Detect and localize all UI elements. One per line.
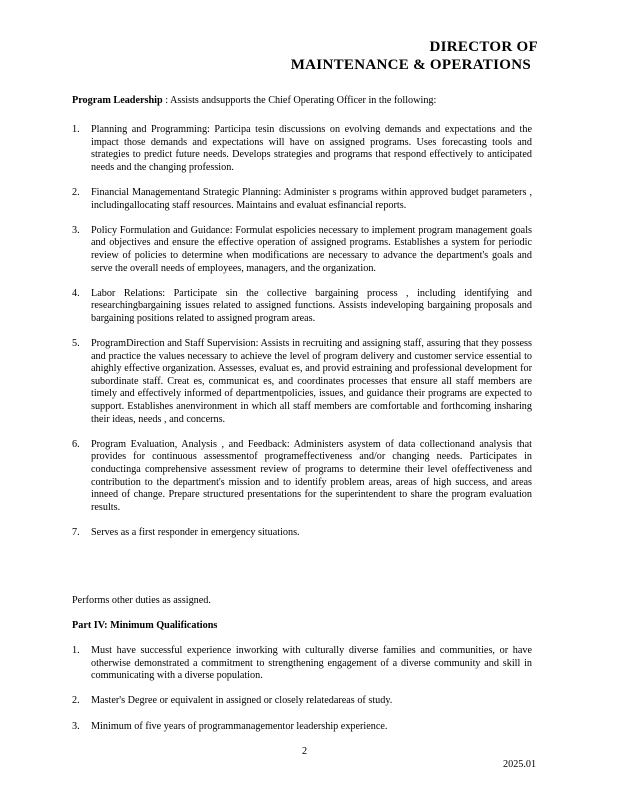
list-item [72,124,532,174]
intro-text: : Assists andsupports the Chief Operating Officer in the following: [162,95,437,106]
list-item [72,439,532,515]
item-text: Serves as a first responder in emergency situations. [91,527,300,538]
item-number: 1. [72,645,80,656]
revision-code: 2025.01 [503,759,537,770]
list-item [72,338,532,426]
list-item [72,645,532,683]
intro-label: Program Leadership [72,95,163,106]
item-text: Master's Degree or equivalent in assigned or closely relatedareas of study. [91,695,393,707]
list-item [72,225,532,275]
item-number: 2. [72,186,80,198]
item-text: Must have successful experience inworking with culturally diverse families and communities, or have otherwise demonstrated a commitment to strengthening engagement of a diverse community and skill in communicating with a diverse population. [91,645,532,682]
intro-paragraph [72,95,532,108]
item-text: ProgramDirection and Staff Supervision: Assists in recruiting and assigning staff, assuring that they possess and practice the values necessary to achieve the level of program delivery and customer service essential to ahighly effective organization. Assesses, evaluat es, and provid estraining and professional development for subordinate staff. Creat es, communicat es, and coordinates processes that ensure all staff members are timely and effectively informed of departmentpolicies, issues, and guidance their programs are expected to support. Establishes anenvironment in which all staff members are comfortable and forthcoming insharing their ideas, needs , and concerns. [91,338,532,425]
responsibilities-list [72,124,532,552]
list-item [72,187,532,212]
item-number: 6. [72,438,80,450]
item-text: Labor Relations: Participate sin the collective bargaining process , including identifying and researchingbargaining issues related to assigned functions. Assists indeveloping bargaining proposals and bargaining positions related to assigned program areas. [91,287,532,324]
item-number: 3. [72,720,80,732]
item-text: Policy Formulation and Guidance: Formulat espolicies necessary to implement program management goals and objectives and ensure the effective operation of assigned programs. Establishes a system for periodic review of policies to determine when modifications are necessary to advance the department's goals and serve the overall needs of employees, managers, and the organization. [91,224,532,274]
item-number: 2. [72,695,80,707]
item-text: Planning and Programming: Participa tesin discussions on evolving demands and expectations and the impact those demands and expectations will have on assigned programs. Uses forecasting tools and strategies to predict future needs. Develops strategies and programs that respond effectively to anticipated needs and the changing profession. [91,124,532,173]
item-text: Minimum of five years of programmanagementor leadership experience. [91,720,388,732]
page-number: 2 [302,746,308,757]
list-item [72,527,532,540]
item-text: Financial Managementand Strategic Planning: Administer s programs within approved budget parameters , includingallocating staff resources. Maintains and evaluat esfinancial reports. [91,186,532,211]
part4-heading: Part IV: Minimum Qualifications [72,620,218,631]
item-number: 4. [72,287,80,299]
item-text: Program Evaluation, Analysis , and Feedback: Administers asystem of data collectionand analysis that provides for continuous assessmentof programeffectiveness and/or changing needs. Participates in conductinga comprehensive assessment review of programs to determine their level ofeffectiveness and contribution to the department's mission and to identify problem areas, areas of high success, and areas inneed of change. Prepare structured presentations for the superintendent to share the program evaluation results. [91,438,532,513]
list-item [72,288,532,326]
item-number: 5. [72,338,80,350]
title-line-2: MAINTENANCE & OPERATIONS [290,57,531,73]
item-number: 3. [72,224,80,236]
list-item [72,695,532,708]
qualifications-list [72,645,532,746]
other-duties: Performs other duties as assigned. [72,595,211,606]
item-number: 1. [72,124,80,135]
list-item [72,721,532,734]
item-number: 7. [72,527,80,538]
title-line-1: DIRECTOR OF [429,39,538,55]
